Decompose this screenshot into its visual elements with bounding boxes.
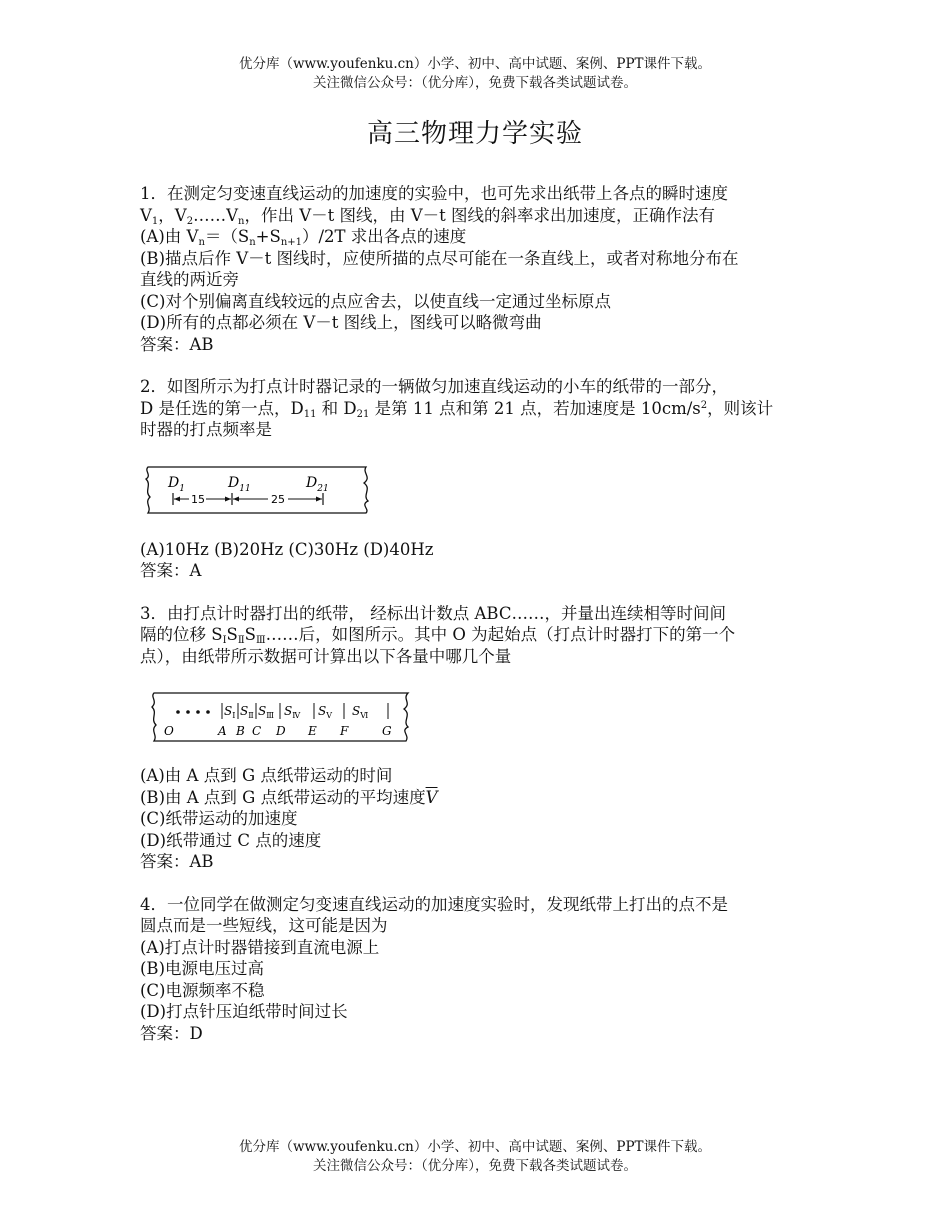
- q2-stem-line-2: D 是任选的第一点，$D_{11}$ 和 $D_{21}$ 是第 11 点和第 21 点，若加速度是 $10cm/s^2$，则该计: [140, 398, 774, 420]
- segment-label-6: $S_Ⅵ$: [352, 704, 369, 720]
- q1-option-c: (C)对个别偏离直线较远的点应舍去，以使直线一定通过坐标原点: [140, 291, 611, 311]
- q3-option-c: (C)纸带运动的加速度: [140, 809, 298, 828]
- q3-stem-line-1: 3．由打点计时器打出的纸带， 经标出计数点 ABC……，并量出连续相等时间间: [140, 603, 726, 623]
- segment-label-2: $S_Ⅱ$: [240, 704, 254, 720]
- point-label-a: A: [218, 724, 227, 738]
- q4-option-c: (C)电源频率不稳: [140, 980, 265, 1000]
- q3-option-d: (D)纸带通过 C 点的速度: [140, 830, 322, 850]
- q2-stem-line-1: 2．如图所示为打点计时器记录的一辆做匀加速直线运动的小车的纸带的一部分，: [140, 377, 728, 396]
- q3-option-b: (B)由 A 点到 G 点纸带运动的平均速度$\overline{V}$: [140, 787, 438, 807]
- q1-stem-line-1: 1．在测定匀变速直线运动的加速度的实验中，也可先求出纸带上各点的瞬时速度: [140, 184, 728, 203]
- q4-option-a: (A)打点计时器错接到直流电源上: [140, 937, 380, 957]
- footer-line-1: 优分库（www.youfenku.cn）小学、初中、高中试题、案例、PPT课件下载。: [238, 1139, 712, 1155]
- distance-15: 15: [191, 492, 205, 506]
- point-label-e: E: [308, 724, 317, 738]
- q1-option-b: (B)描点后作 V－t 图线时，应使所描的点尽可能在一条直线上，或者对称地分布在: [140, 248, 739, 268]
- header-line-1: 优分库（www.youfenku.cn）小学、初中、高中试题、案例、PPT课件下载。: [238, 56, 712, 72]
- segment-label-4: $S_Ⅳ$: [284, 704, 301, 720]
- distance-25: 25: [271, 492, 285, 506]
- question-4: [140, 894, 820, 1045]
- page-title: 高三物理力学实验: [366, 119, 583, 149]
- segment-label-5: $S_Ⅴ$: [318, 704, 333, 720]
- footer-line-2: 关注微信公众号：（优分库），免费下载各类试题试卷。: [313, 1158, 637, 1174]
- segment-label-1: $S_Ⅰ$: [224, 704, 236, 720]
- segment-label-3: $S_Ⅲ$: [258, 704, 274, 720]
- ticker-tape-figure-1: [140, 457, 380, 521]
- label-d11: $D_{11}$: [228, 474, 251, 494]
- average-velocity-symbol: $\overline{V}$: [425, 787, 438, 807]
- q3-option-a: (A)由 A 点到 G 点纸带运动的时间: [140, 766, 393, 785]
- document-body: [140, 183, 820, 1044]
- label-d21: $D_{21}$: [306, 474, 329, 494]
- q3-stem-line-2: 隔的位移 $S_ⅠS_ⅡS_Ⅲ\dots\dots$后，如图所示。其中 O 为起始点（打点计时器打下的第一个: [140, 625, 736, 646]
- point-label-f: F: [340, 724, 349, 738]
- point-label-d: D: [276, 724, 286, 738]
- header-line-2: 关注微信公众号：（优分库），免费下载各类试题试卷。: [313, 75, 637, 91]
- q4-stem-line-2: 圆点而是一些短线，这可能是因为: [140, 916, 388, 935]
- q1-answer: 答案：AB: [140, 334, 214, 354]
- point-label-c: C: [252, 724, 262, 738]
- q1-option-a: (A)由 $V_n=(S_n+S_{n+1})/2T$ 求出各点的速度: [140, 227, 467, 248]
- page-header: [0, 55, 950, 93]
- q4-answer: 答案：D: [140, 1023, 203, 1043]
- label-d1: $D_1$: [168, 474, 185, 494]
- point-label-b: B: [236, 724, 245, 738]
- q1-option-b-cont: 直线的两近旁: [140, 270, 239, 289]
- page-footer: [0, 1138, 950, 1176]
- q1-option-d: (D)所有的点都必须在 V－t 图线上，图线可以略微弯曲: [140, 313, 542, 332]
- point-label-g: G: [382, 724, 392, 738]
- q2-answer: 答案：A: [140, 561, 202, 580]
- q2-stem-line-3: 时器的打点频率是: [140, 420, 272, 439]
- question-3: [140, 603, 820, 873]
- question-2: [140, 376, 820, 582]
- q4-stem-line-1: 4．一位同学在做测定匀变速直线运动的加速度实验时，发现纸带上打出的点不是: [140, 894, 728, 914]
- q4-option-b: (B)电源电压过高: [140, 959, 264, 978]
- q2-options: (A)10Hz (B)20Hz (C)30Hz (D)40Hz: [140, 539, 434, 559]
- ticker-tape-figure-2: [140, 685, 420, 749]
- question-1: [140, 183, 820, 355]
- q4-option-d: (D)打点针压迫纸带时间过长: [140, 1002, 348, 1021]
- q3-stem-line-3: 点），由纸带所示数据可计算出以下各量中哪几个量: [140, 646, 512, 666]
- point-label-o: O: [164, 724, 174, 738]
- q1-stem-line-2: $V_1$，$V_2\dots\dots V_n$，作出 V－t 图线，由 V－t 图线的斜率求出加速度，正确作法有: [140, 205, 716, 227]
- q3-answer: 答案：AB: [140, 852, 214, 871]
